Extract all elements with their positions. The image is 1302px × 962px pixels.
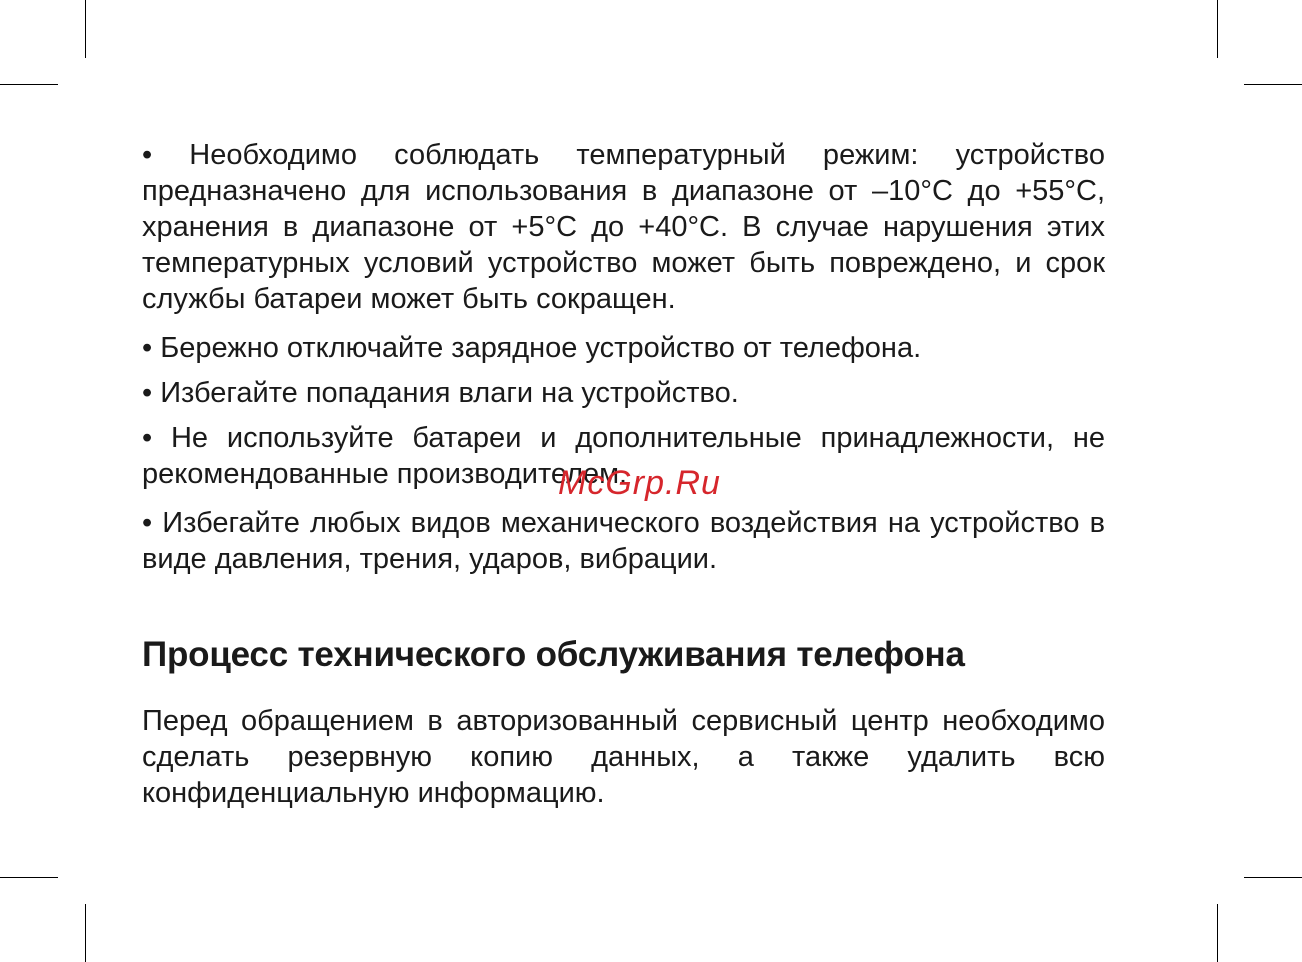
crop-mark-top-left-horizontal [0,84,58,85]
crop-mark-bottom-left-horizontal [0,877,58,878]
crop-mark-bottom-right-horizontal [1244,877,1302,878]
watermark-logo: McGrp.Ru [558,464,721,502]
bullet-charger: • Бережно отключайте зарядное устройство от телефона. [142,332,922,364]
bullet-mechanical: • Избегайте любых видов механического воздействия на устройство в виде давления, трения, ударов, вибрации. [142,507,1105,575]
crop-mark-top-right-vertical [1217,0,1218,58]
bullet-accessories: • Не используйте батареи и дополнительные принадлежности, не рекомендованные производителем. [142,422,1105,490]
section-body: Перед обращением в авторизованный сервисный центр необходимо сделать резервную копию данных, а также удалить всю конфиденциальную информацию. [142,705,1105,809]
crop-mark-top-left-vertical [85,0,86,58]
bullet-temperature: • Необходимо соблюдать температурный режим: устройство предназначено для использования в диапазоне от –10°С до +55°С, хранения в диапазоне от +5°С до +40°С. В случае нарушения этих температурных условий устройство может быть повреждено, и срок службы батареи может быть сокращен. [142,139,1105,315]
bullet-moisture: • Избегайте попадания влаги на устройство. [142,377,739,409]
crop-mark-top-right-horizontal [1244,84,1302,85]
section-heading: Процесс технического обслуживания телефона [142,635,965,674]
crop-mark-bottom-right-vertical [1217,904,1218,962]
crop-mark-bottom-left-vertical [85,904,86,962]
